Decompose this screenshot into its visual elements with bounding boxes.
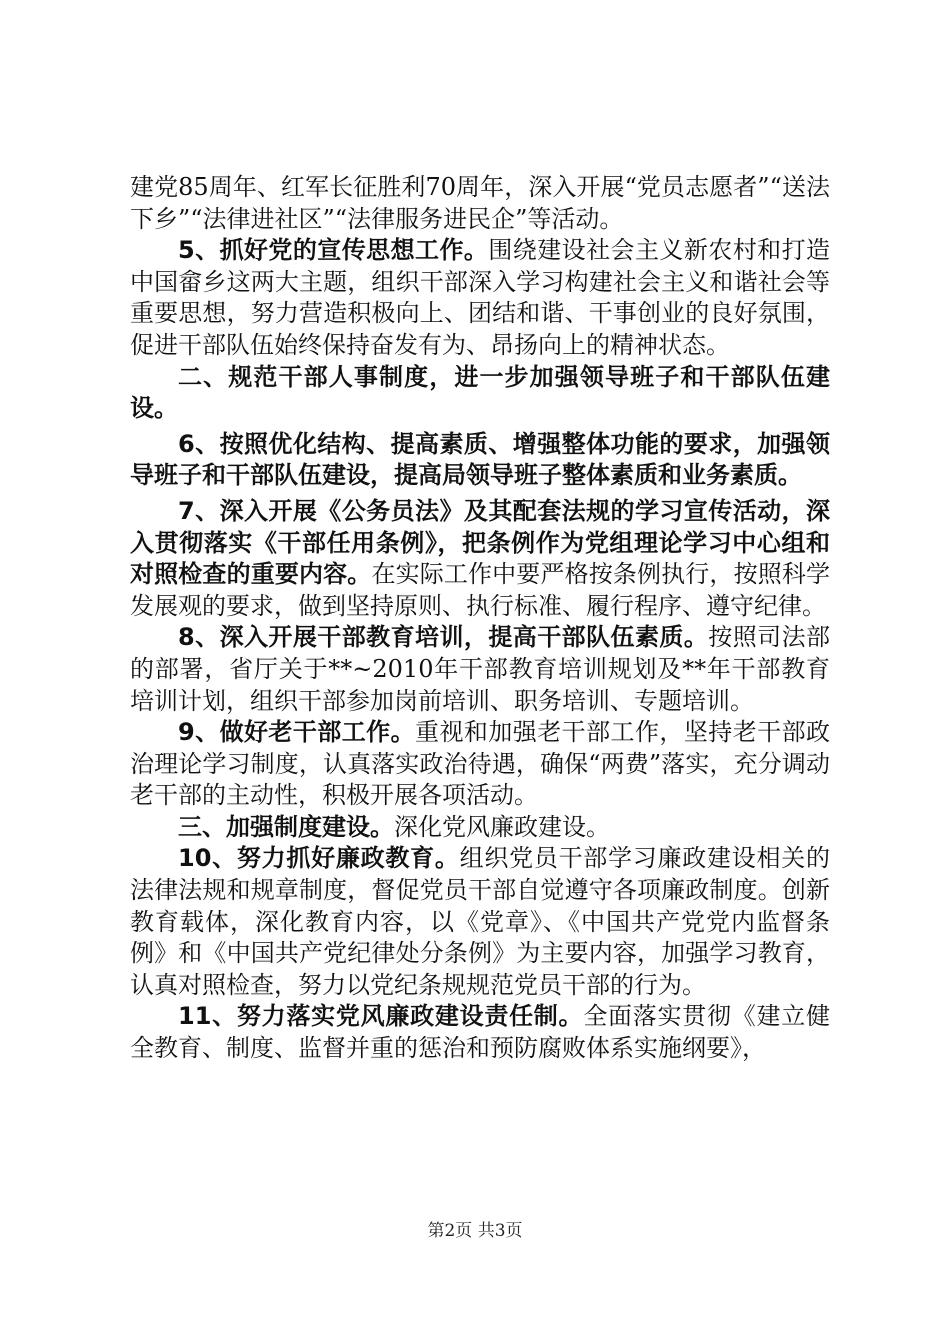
paragraph-6 [130, 429, 830, 492]
paragraph-2-lead: 5、抓好党的宣传思想工作。 [178, 236, 489, 265]
paragraph-9 [130, 717, 830, 812]
section-heading-3-text: 深化党风廉政建设。 [394, 812, 610, 841]
paragraph-9-lead: 9、做好老干部工作。 [178, 718, 416, 747]
paragraph-9-text: 重视和加强老干部工作，坚持老干部政治理论学习制度，认真落实政治待遇，确保“两费”落实，充分调动老干部的主动性，积极开展各项活动。 [130, 718, 830, 810]
section-heading-2 [130, 362, 830, 425]
paragraph-1 [130, 172, 830, 235]
paragraph-11 [130, 1001, 830, 1064]
paragraph-8 [130, 622, 830, 717]
section-heading-3-lead: 三、加强制度建设。 [178, 812, 394, 841]
document-body [130, 172, 830, 1065]
section-heading-3 [130, 812, 830, 844]
paragraph-6-lead: 6、按照优化结构、提高素质、增强整体功能的要求，加强领导班子和干部队伍建设，提高局领导班子整体素质和业务素质。 [130, 429, 830, 490]
paragraph-10-text: 组织党员干部学习廉政建设相关的法律法规和规章制度，督促党员干部自觉遵守各项廉政制度。创新教育载体，深化教育内容，以《党章》、《中国共产党党内监督条例》和《中国共产党纪律处分条例》为主要内容，加强学习教育，认真对照检查，努力以党纪条规规范党员干部的行为。 [130, 844, 831, 999]
paragraph-8-text: 按照司法部的部署，省厅关于**~2010年干部教育培训规划及**年干部教育培训计划，组织干部参加岗前培训、职务培训、专题培训。 [130, 623, 831, 715]
paragraph-10-lead: 10、努力抓好廉政教育。 [178, 844, 460, 873]
paragraph-1-text: 建党85周年、红军长征胜利70周年，深入开展“党员志愿者”“送法下乡”“法律进社区”“法律服务进民企”等活动。 [130, 173, 830, 233]
paragraph-11-lead: 11、努力落实党风廉政建设责任制。 [178, 1002, 584, 1031]
paragraph-7 [130, 496, 830, 622]
paragraph-7-text: 在实际工作中要严格按条例执行，按照科学发展观的要求，做到坚持原则、执行标准、履行程序、遵守纪律。 [130, 560, 831, 620]
paragraph-10 [130, 843, 830, 1001]
page-footer [0, 1216, 950, 1241]
section-heading-2-text: 二、规范干部人事制度，进一步加强领导班子和干部队伍建设。 [130, 362, 830, 423]
paragraph-2 [130, 235, 830, 361]
page-number-label: 第2页 共3页 [427, 1221, 523, 1241]
paragraph-8-lead: 8、深入开展干部教育培训，提高干部队伍素质。 [178, 623, 709, 652]
paragraph-7-lead: 7、深入开展《公务员法》及其配套法规的学习宣传活动，深入贯彻落实《干部任用条例》，把条例作为党组理论学习中心组和对照检查的重要内容。 [130, 496, 830, 589]
paragraph-11-text: 全面落实贯彻《建立健全教育、制度、监督并重的惩治和预防腐败体系实施纲要》， [130, 1002, 831, 1063]
paragraph-2-text: 围绕建设社会主义新农村和打造中国畲乡这两大主题，组织干部深入学习构建社会主义和谐社会等重要思想，努力营造积极向上、团结和谐、干事创业的良好氛围，促进干部队伍始终保持奋发有为、昂扬向上的精神状态。 [130, 236, 831, 359]
